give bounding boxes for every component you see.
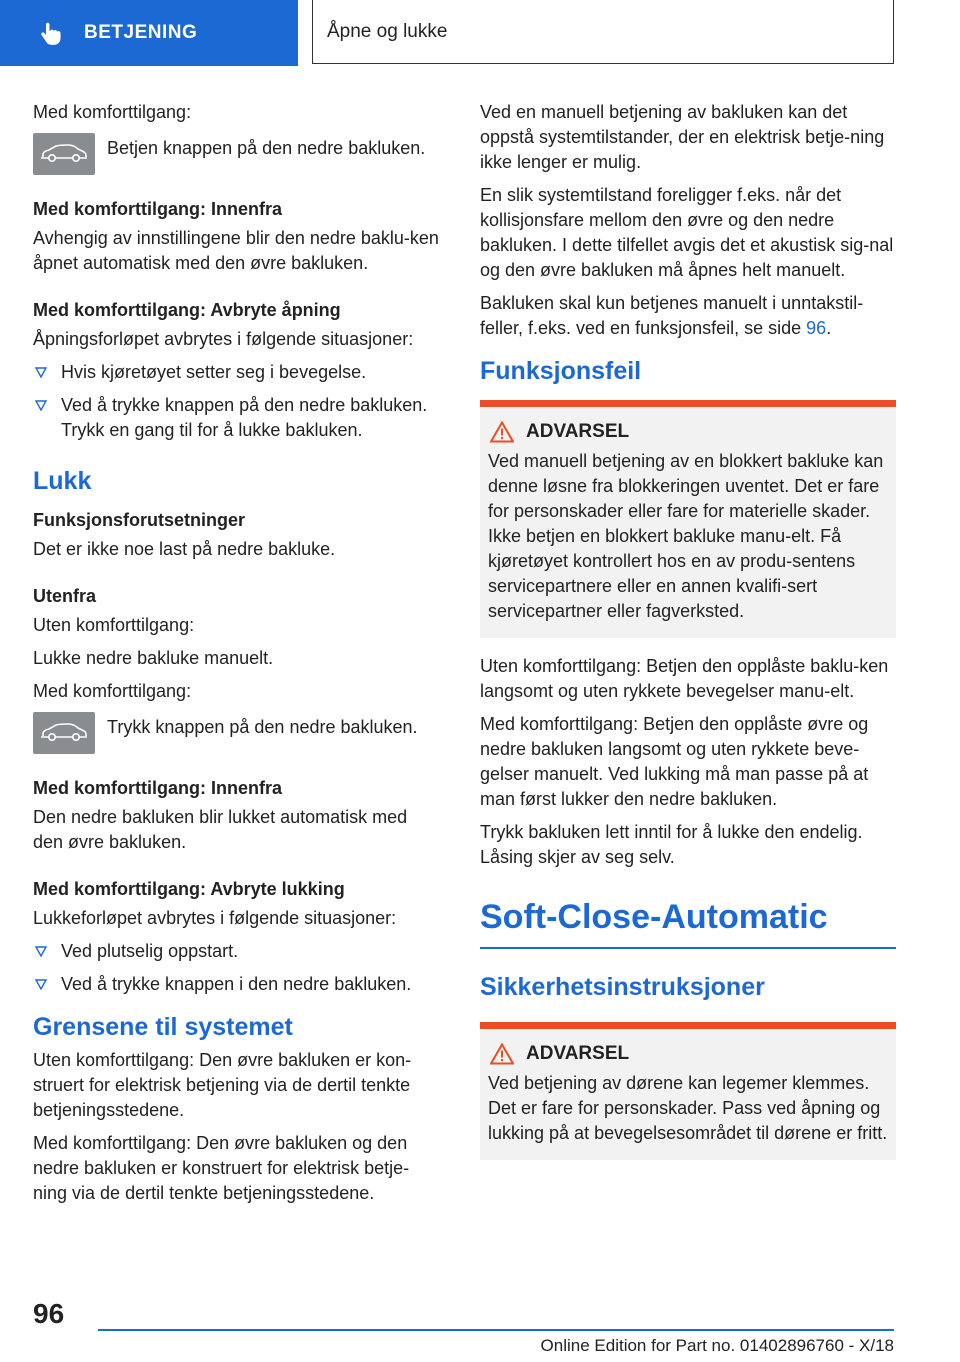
warning-triangle-icon [490,421,514,443]
instruction-text: Trykk knappen på den nedre bakluken. [107,717,418,737]
warning-title: ADVARSEL [526,421,630,442]
subheading: Med komforttilgang: Avbryte åpning [33,300,341,320]
warning-header [488,421,888,443]
button-instruction [33,133,441,175]
paragraph: Ved en manuell betjening av bakluken kan det oppstå systemtilstander, der en elektrisk betje-ning ikke lenger er mulig. [480,102,885,172]
subheading: Funksjonsforutsetninger [33,510,246,530]
paragraph: Åpningsforløpet avbrytes i følgende situasjoner: [33,329,414,349]
paragraph: Den nedre bakluken blir lukket automatisk med den øvre bakluken. [33,807,408,852]
paragraph: Med komforttilgang: Betjen den opplåste øvre og nedre bakluken langsomt og uten rykkete beve-gelser manuelt. Ved lukking må man passe på at man først lukker den nedre bakluken. [480,714,869,809]
right-column [480,100,896,1176]
triangle-bullet-icon [35,400,47,411]
section-tab [0,0,298,66]
triangle-bullet-icon [35,979,47,990]
bullet-list [33,939,441,997]
triangle-bullet-icon [35,946,47,957]
paragraph: Uten komforttilgang: [33,615,195,635]
warning-text: Ved manuell betjening av en blokkert bakluke kan denne løsne fra blokkeringen uventet. Det er fare for personskader eller fare for materielle skader. Ikke betjen en blokkert bakluke manu-elt. Få kjøretøyet kontrollert hos en av produ-sentens servicepartnere eller en annen kvalifi-sert servicepartner eller fagverksted. [488,451,884,621]
hand-pointer-icon [38,20,64,46]
instruction-text: Betjen knappen på den nedre bakluken. [107,138,426,158]
subheading: Med komforttilgang: Innenfra [33,199,282,219]
page-number: 96 [33,1298,65,1329]
tailgate-button-icon [33,712,95,754]
page-header [0,0,960,66]
paragraph: Med komforttilgang: [33,102,192,122]
chapter-heading-soft-close: Soft-Close-Automatic [480,898,896,949]
warning-text: Ved betjening av dørene kan legemer klemmes. Det er fare for personskader. Pass ved åpning og lukking på at bevegelsesområdet til dørene er fritt. [488,1073,888,1143]
page-link[interactable]: 96 [806,318,827,338]
warning-box [480,407,896,638]
button-instruction [33,712,441,754]
section-label: BETJENING [84,22,198,43]
bullet-list [33,360,441,443]
paragraph: Det er ikke noe last på nedre bakluke. [33,539,336,559]
paragraph: Uten komforttilgang: Betjen den opplåste baklu-ken langsomt og uten rykkete bevegelser manu-elt. [480,656,889,701]
section-heading-grensene: Grensene til systemet [33,1013,293,1041]
tailgate-button-icon [33,133,95,175]
warning-triangle-icon [490,1043,514,1065]
car-outline-icon [40,143,88,165]
warning-bar [480,400,896,407]
paragraph: Lukke nedre bakluke manuelt. [33,648,274,668]
footer-divider [98,1329,894,1331]
paragraph: En slik systemtilstand foreligger f.eks. når det kollisjonsfare mellom den øvre og den nedre bakluken. I dette tilfellet avgis det et akustisk sig-nal og den øvre bakluken må åpnes helt manuelt. [480,185,894,280]
list-item: Ved plutselig oppstart. [33,939,441,964]
warning-title: ADVARSEL [526,1043,630,1064]
paragraph: Trykk bakluken lett inntil for å lukke den endelig. Låsing skjer av seg selv. [480,822,863,867]
section-heading-lukk: Lukk [33,467,92,495]
list-item: Ved å trykke knappen på den nedre bakluken. Trykk en gang til for å lukke bakluken. [33,393,441,443]
page-title: Åpne og lukke [327,20,448,42]
section-heading-funksjonsfeil: Funksjonsfeil [480,357,642,385]
warning-box [480,1029,896,1160]
subheading: Med komforttilgang: Innenfra [33,778,282,798]
page-title-tab [312,0,894,64]
list-item: Hvis kjøretøyet setter seg i bevegelse. [33,360,441,385]
car-outline-icon [40,722,88,744]
list-item: Ved å trykke knappen i den nedre bakluken. [33,972,441,997]
paragraph: Avhengig av innstillingene blir den nedre baklu-ken åpnet automatisk med den øvre bakluken. [33,228,439,273]
subheading: Utenfra [33,586,97,606]
warning-bar [480,1022,896,1029]
paragraph: Med komforttilgang: [33,681,192,701]
left-column [33,100,441,1214]
section-heading-sikkerhet: Sikkerhetsinstruksjoner [480,973,765,1001]
paragraph: Lukkeforløpet avbrytes i følgende situasjoner: [33,908,397,928]
paragraph: Bakluken skal kun betjenes manuelt i unntakstil-feller, f.eks. ved en funksjonsfeil, se side 96. [480,293,864,338]
edition-note: Online Edition for Part no. 01402896760 - X/18 [540,1336,894,1355]
triangle-bullet-icon [35,367,47,378]
warning-header [488,1043,888,1065]
paragraph: Med komforttilgang: Den øvre bakluken og den nedre bakluken er konstruert for elektrisk betje-ning via de dertil tenkte betjeningsstedene. [33,1133,410,1203]
subheading: Med komforttilgang: Avbryte lukking [33,879,345,899]
paragraph: Uten komforttilgang: Den øvre bakluken er kon-struert for elektrisk betjening via de dertil tenkte betjeningsstedene. [33,1050,412,1120]
